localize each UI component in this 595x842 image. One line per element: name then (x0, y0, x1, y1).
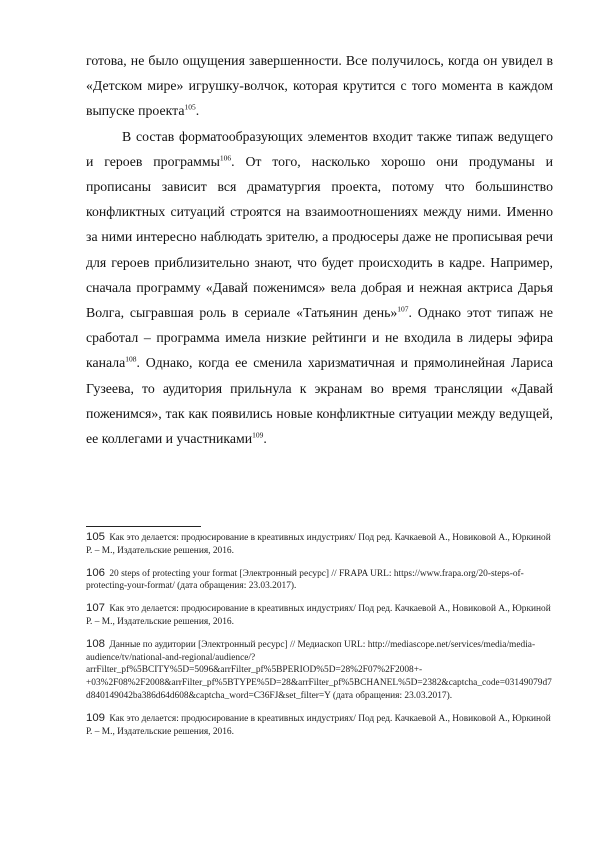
footnote-text: 20 steps of protecting your format [Электронный ресурс] // FRAPA URL: https://www.frapa.org/20-steps-of-protecting-your-format/ (дата обращения: 23.03.2017). (86, 568, 524, 592)
footnote-reference[interactable]: 109 (252, 430, 264, 440)
paragraph-text: . (195, 103, 200, 119)
footnote-reference[interactable]: 108 (125, 354, 137, 364)
paragraph-text: готова, не было ощущения завершенности. Все получилось, когда он увидел в «Детском мире» игрушку-волчок, которая крутится с того момента в каждом выпуске проекта (86, 53, 553, 119)
footnote-number: 108 (86, 637, 106, 650)
footnote-reference[interactable]: 105 (184, 102, 196, 112)
body-text (86, 48, 553, 451)
footnotes (86, 531, 553, 747)
footnote-number: 107 (86, 602, 106, 615)
paragraph-text: . Однако, когда ее сменила харизматичная и прямолинейная Лариса Гузеева, то аудитория прильнула к экранам во время трансляции «Давай поженимся», так как появились новые конфликтные ситуации между ведущей, ее коллегами и участниками (86, 355, 553, 447)
paragraph-text: . Однако этот типаж не сработал – программа имела низкие рейтинги и не входила в лидеры эфира канала (86, 305, 553, 371)
paragraph-text: . От того, насколько хорошо они продуманы и прописаны зависит вся драматургия проекта, потому что большинство конфликтных ситуаций строятся на взаимоотношениях между ними. Именно за ними интересно наблюдать зрителю, а продюсеры даже не прописывая речи для героев приблизительно знают, что будет происходить в кадре. Например, сначала программу «Давай поженимся» вела добрая и нежная актриса Дарья Волга, сыгравшая роль в сериале «Татьянин день» (86, 153, 553, 321)
paragraph-text: В состав форматообразующих элементов входит также типаж ведущего и героев программы (86, 128, 553, 169)
footnote-separator (86, 526, 201, 527)
footnote (86, 531, 553, 558)
footnote-reference[interactable]: 107 (397, 304, 409, 314)
footnote-reference[interactable]: 106 (219, 153, 232, 163)
footnote (86, 712, 553, 739)
footnote (86, 602, 553, 629)
footnote (86, 567, 553, 594)
paragraph-text: . (263, 431, 267, 447)
footnote-text: Как это делается: продюсирование в креативных индустриях/ Под ред. Качкаевой А., Новиковой А., Юркиной Р. – М., Издательские решения, 2016. (86, 533, 551, 556)
footnote-text: Как это делается: продюсирование в креативных индустриях/ Под ред. Качкаевой А., Новиковой А., Юркиной Р. – М., Издательские решения, 2016. (86, 713, 551, 737)
footnote-text: Данные по аудитории [Электронный ресурс] // Медиаскоп URL: http://mediascope.net/services/media/media-audience/tv/national-and-regional/audience/?arrFilter_pf%5BCITY%5D=5096&arrFilter_pf%5BPERIOD%5D=28%2F07%2F2008+-+03%2F08%2F2008&arrFilter_pf%5BTYPE%5D=28&arrFilter_pf%5BCHANEL%5D=2382&captcha_code=03149079d7d840149042ba386d64d608&captcha_word=C36FJ&set_filter=Y (дата обращения: 23.03.2017). (86, 639, 552, 701)
footnote (86, 638, 553, 703)
footnote-number: 105 (86, 531, 106, 543)
paragraph (86, 48, 553, 124)
footnote-text: Как это делается: продюсирование в креативных индустриях/ Под ред. Качкаевой А., Новиковой А., Юркиной Р. – М., Издательские решения, 2016. (86, 604, 551, 627)
footnote-number: 109 (86, 711, 106, 724)
paragraph (86, 124, 553, 452)
footnote-number: 106 (86, 566, 106, 579)
